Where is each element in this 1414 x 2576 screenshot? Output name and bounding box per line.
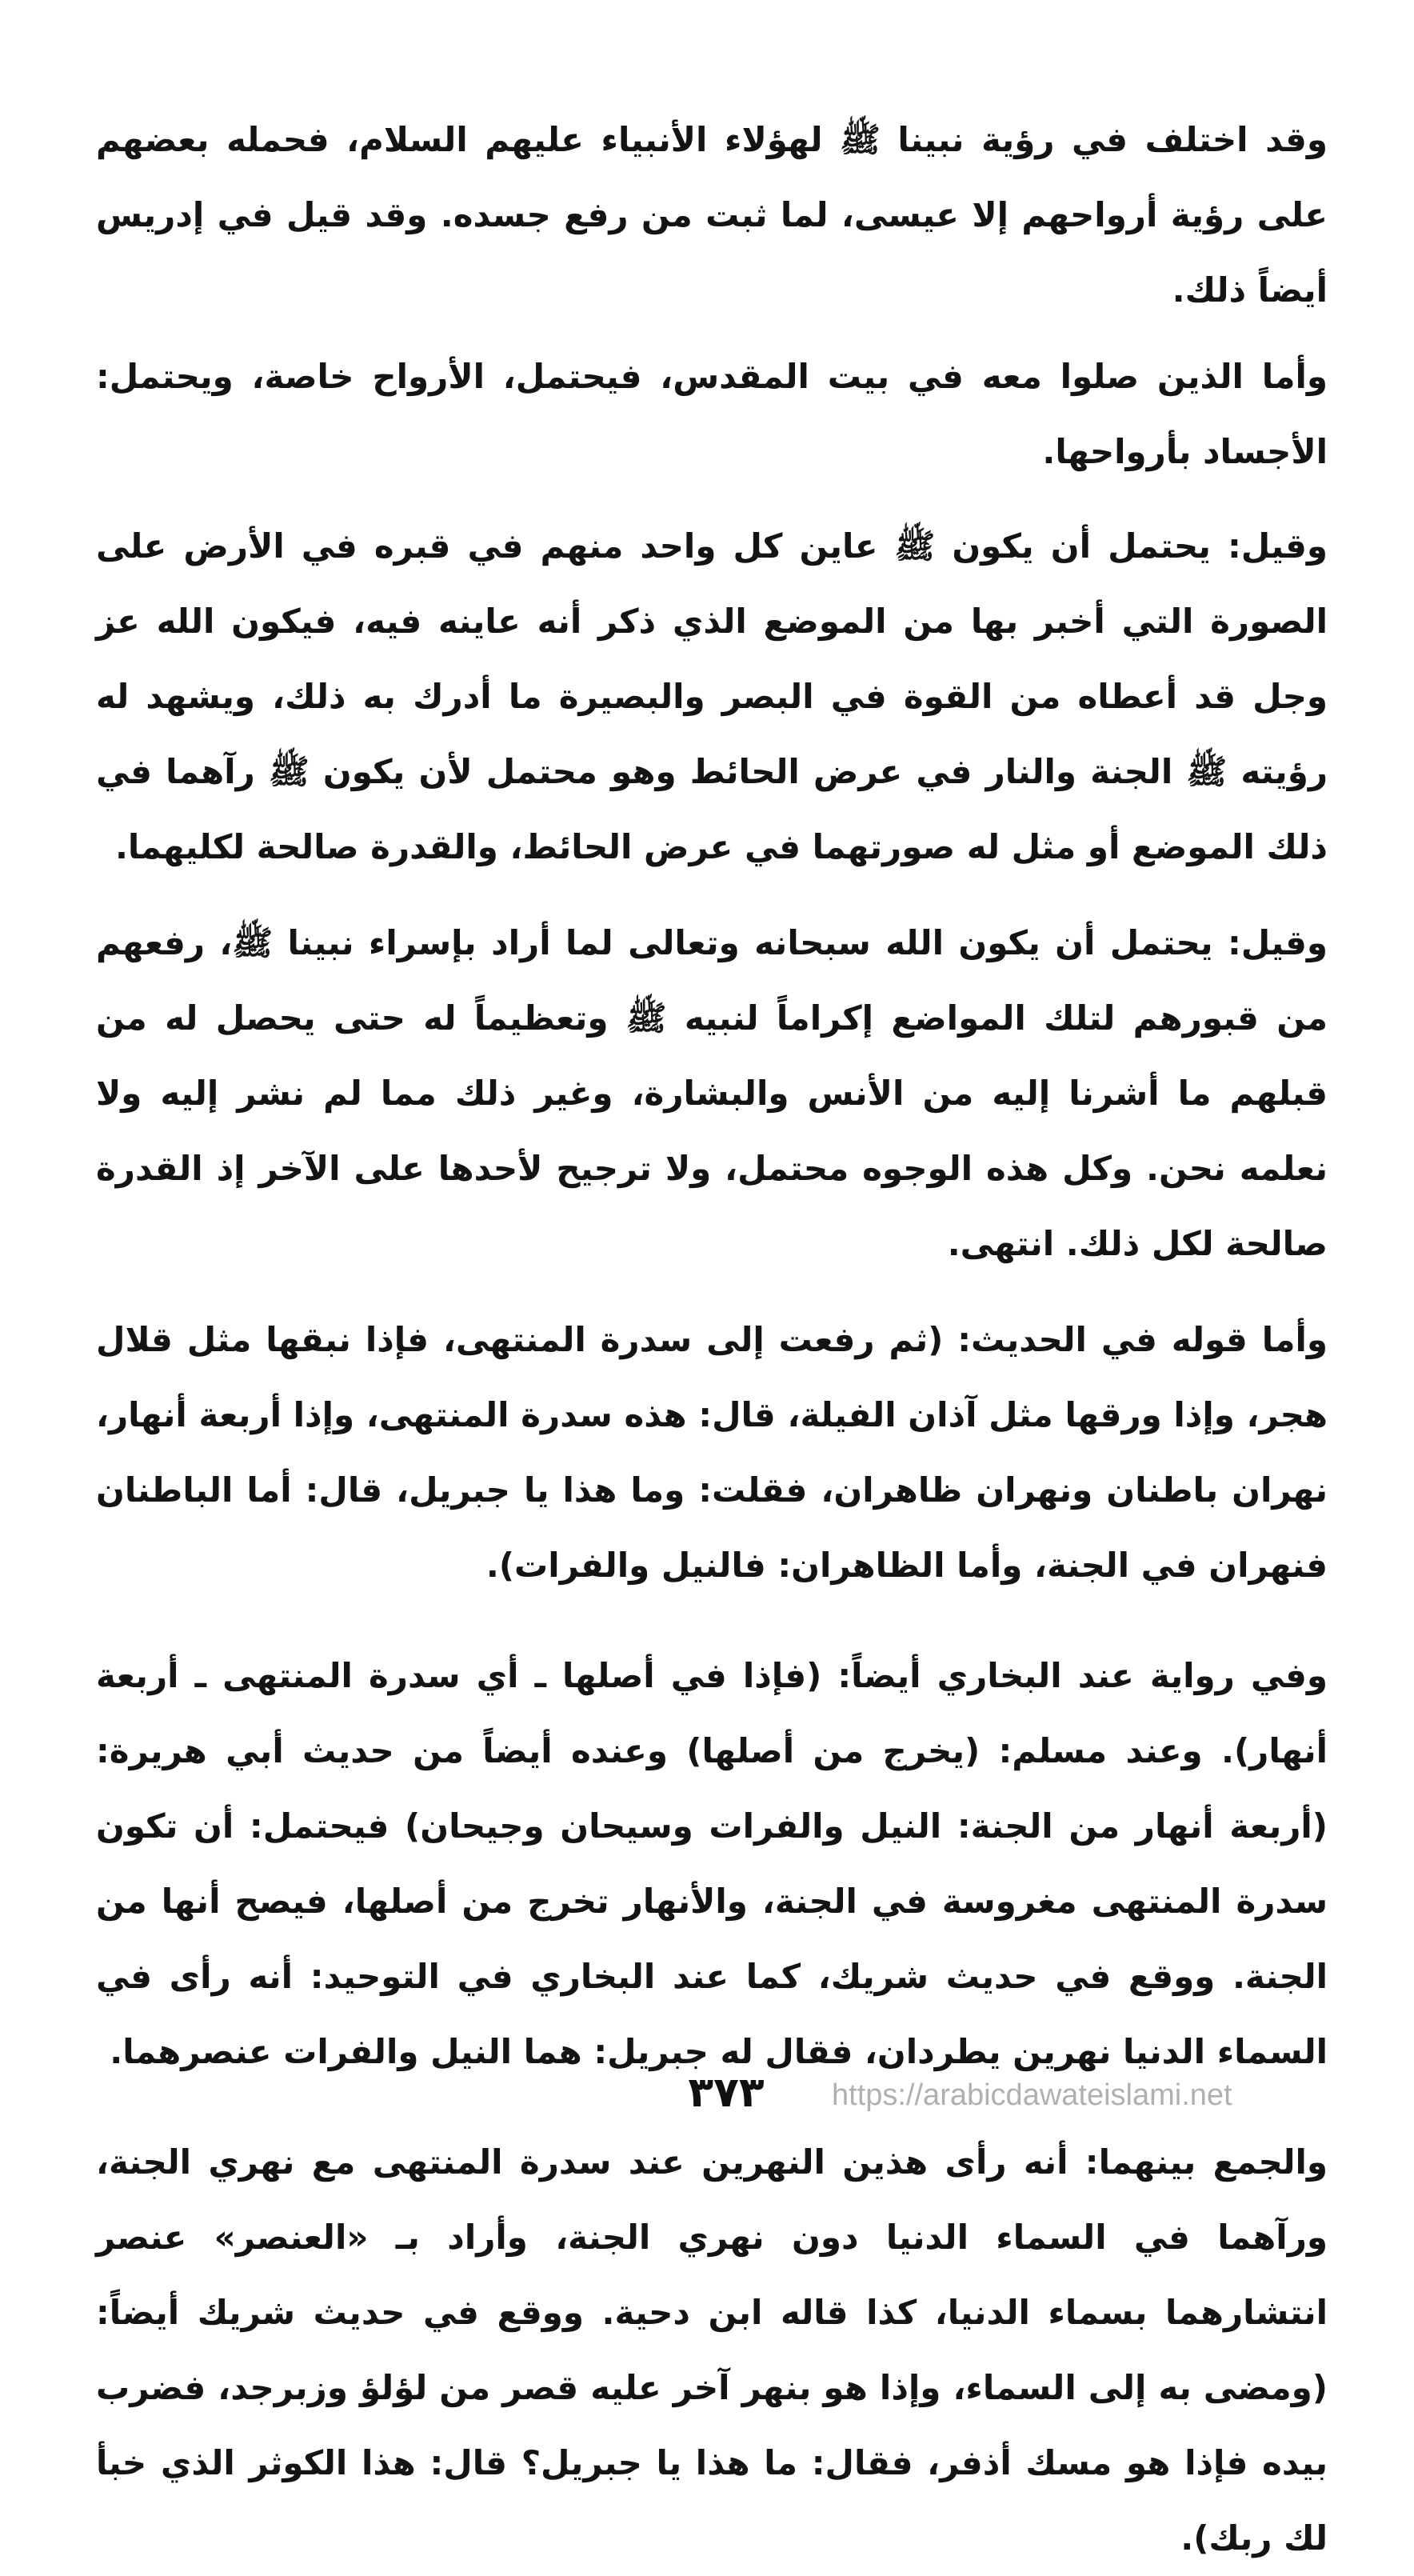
paragraph-4: وقيل: يحتمل أن يكون الله سبحانه وتعالى لما أراد بإسراء نبينا ﷺ، رفعهم من قبورهم لتلك المواضع إكراماً لنبيه ﷺ وتعظيماً له حتى يحصل له من قبلهم ما أشرنا إليه من الأنس والبشارة، وغير ذلك مما لم نشر إليه ولا نعلمه نحن. وكل هذه الوجوه محتمل، ولا ترجيح لأحدها على الآخر إذ القدرة صالحة لكل ذلك. انتهى. — [96, 923, 1328, 1263]
page-body — [96, 102, 1328, 2576]
paragraph-6: وفي رواية عند البخاري أيضاً: (فإذا في أصلها ـ أي سدرة المنتهى ـ أربعة أنهار). وعند مسلم: (يخرج من أصلها) وعنده أيضاً من حديث أبي هريرة: (أربعة أنهار من الجنة: النيل والفرات وسيحان وجيحان) فيحتمل: أن تكون سدرة المنتهى مغروسة في الجنة، والأنهار تخرج من أصلها، فيصح أنها من الجنة. ووقع في حديث شريك، كما عند البخاري في التوحيد: أنه رأى في السماء الدنيا نهرين يطردان، فقال له جبريل: هما النيل والفرات عنصرهما. — [96, 1656, 1328, 2071]
page-number: ٣٧٣ — [688, 2069, 765, 2117]
paragraph-5: وأما قوله في الحديث: (ثم رفعت إلى سدرة المنتهى، فإذا نبقها مثل قلال هجر، وإذا ورقها مثل آذان الفيلة، قال: هذه سدرة المنتهى، وإذا أربعة أنهار، نهران باطنان ونهران ظاهران، فقلت: وما هذا يا جبريل، قال: أما الباطنان فنهران في الجنة، وأما الظاهران: فالنيل والفرات). — [96, 1320, 1328, 1585]
paragraph-7: والجمع بينهما: أنه رأى هذين النهرين عند سدرة المنتهى مع نهري الجنة، ورآهما في السماء الدنيا دون نهري الجنة، وأراد بـ «العنصر» عنصر انتشارهما بسماء الدنيا، كذا قاله ابن دحية. ووقع في حديث شريك أيضاً: (ومضى به إلى السماء، وإذا هو بنهر آخر عليه قصر من لؤلؤ وزبرجد، فضرب بيده فإذا هو مسك أذفر، فقال: ما هذا يا جبريل؟ قال: هذا الكوثر الذي خبأ لك ربك). — [96, 2142, 1328, 2558]
paragraph-2: وأما الذين صلوا معه في بيت المقدس، فيحتمل، الأرواح خاصة، ويحتمل: الأجساد بأرواحها. — [96, 357, 1328, 471]
paragraph-3: وقيل: يحتمل أن يكون ﷺ عاين كل واحد منهم في قبره في الأرض على الصورة التي أخبر بها من الموضع الذي ذكر أنه عاينه فيه، فيكون الله عز وجل قد أعطاه من القوة في البصر والبصيرة ما أدرك به ذلك، ويشهد له رؤيته ﷺ الجنة والنار في عرض الحائط وهو محتمل لأن يكون ﷺ رآهما في ذلك الموضع أو مثل له صورتهما في عرض الحائط، والقدرة صالحة لكليهما. — [96, 526, 1328, 866]
watermark-url: https://arabicdawateislami.net — [832, 2078, 1232, 2112]
paragraph-1: وقد اختلف في رؤية نبينا ﷺ لهؤلاء الأنبياء عليهم السلام، فحمله بعضهم على رؤية أرواحهم إلا عيسى، لما ثبت من رفع جسده. وقد قيل في إدريس أيضاً ذلك. — [96, 120, 1328, 310]
